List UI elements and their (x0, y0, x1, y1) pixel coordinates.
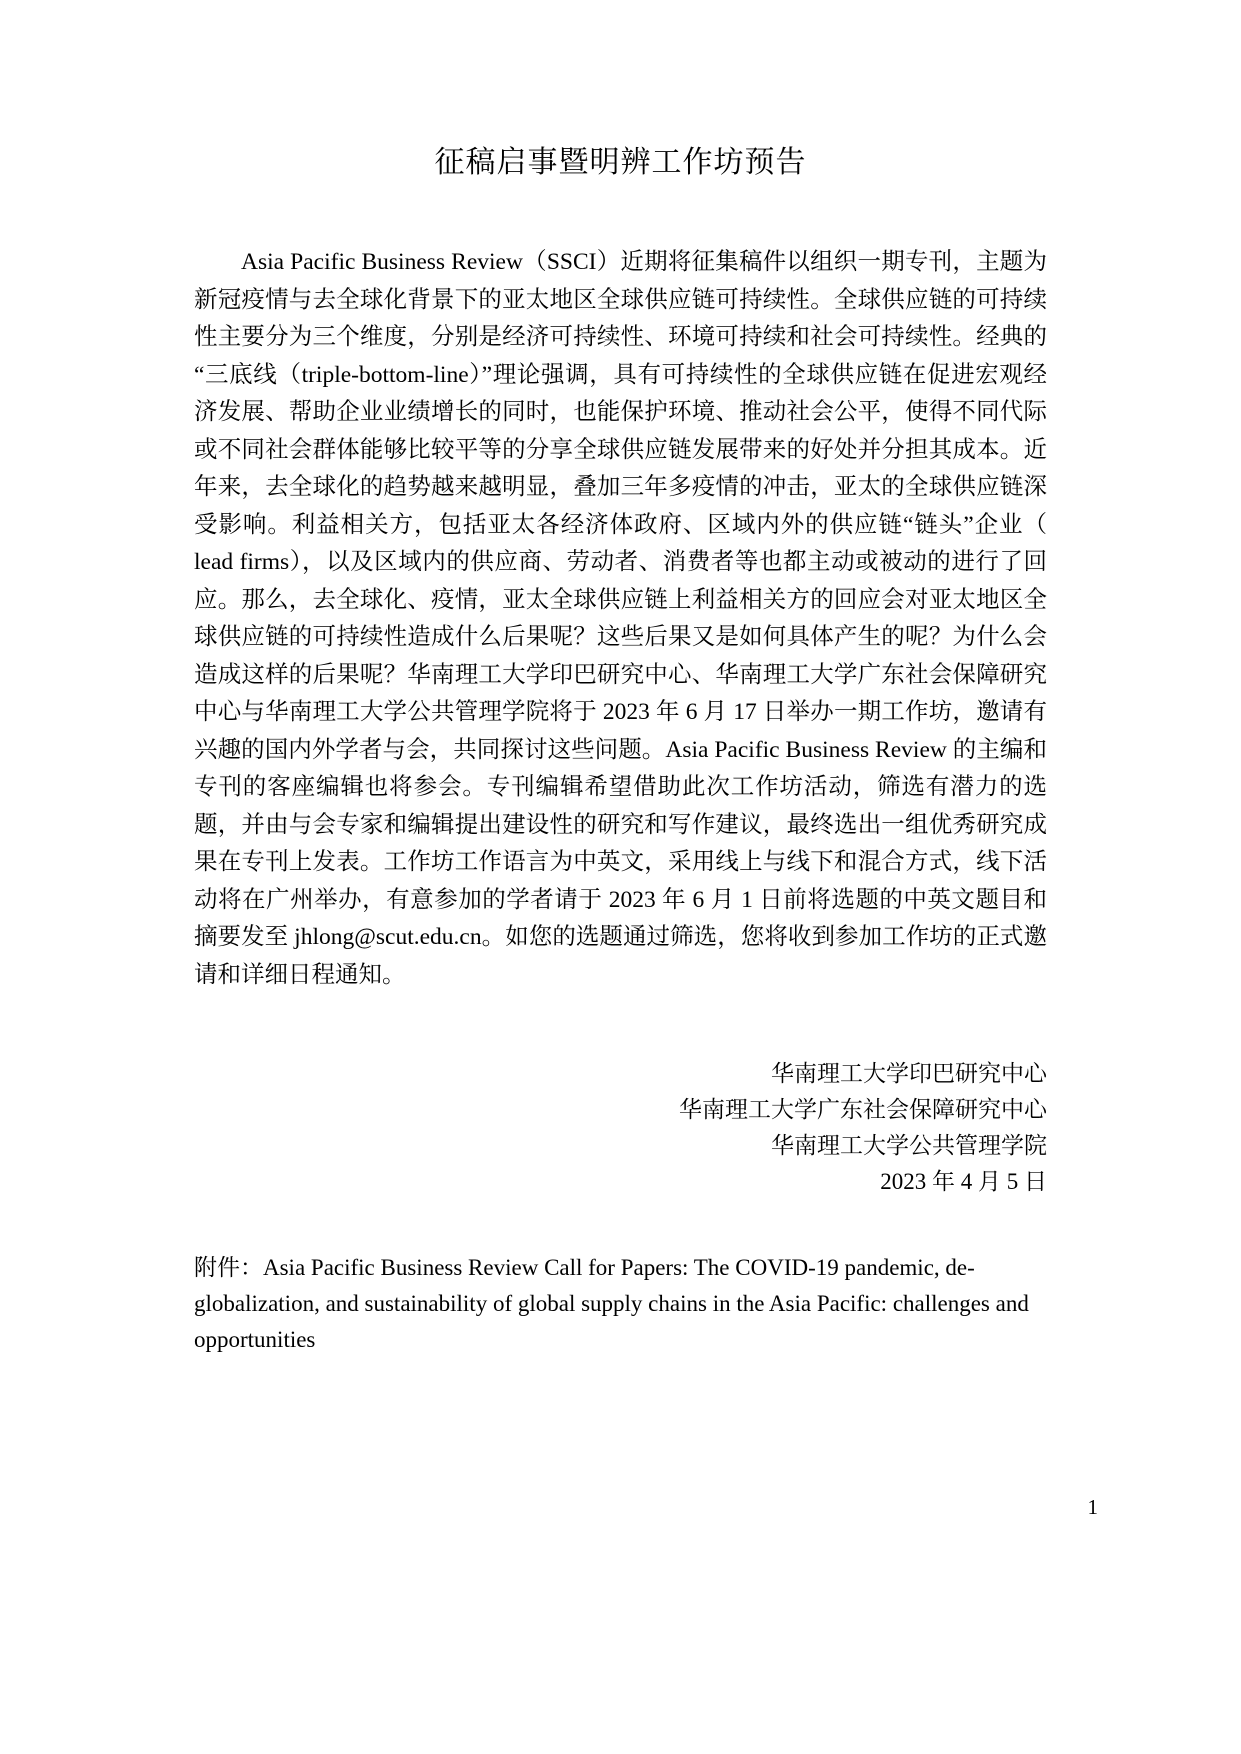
signature-line: 华南理工大学公共管理学院 (771, 1133, 1047, 1158)
body-paragraph: Asia Pacific Business Review（SSCI）近期将征集稿件以组织一期专刊，主题为新冠疫情与去全球化背景下的亚太地区全球供应链可持续性。全球供应链的可持续性主要分为三个维度，分别是经济可持续性、环境可持续和社会可持续性。经典的“三底线（triple-bottom-line）”理论强调，具有可持续性的全球供应链在促进宏观经济发展、帮助企业业绩增长的同时，也能保护环境、推动社会公平，使得不同代际或不同社会群体能够比较平等的分享全球供应链发展带来的好处并分担其成本。近年来，去全球化的趋势越来越明显，叠加三年多疫情的冲击，亚太的全球供应链深受影响。利益相关方，包括亚太各经济体政府、区域内外的供应链“链头”企业（ lead firms），以及区域内的供应商、劳动者、消费者等也都主动或被动的进行了回应。那么，去全球化、疫情，亚太全球供应链上利益相关方的回应会对亚太地区全球供应链的可持续性造成什么后果呢？这些后果又是如何具体产生的呢？为什么会造成这样的后果呢？华南理工大学印巴研究中心、华南理工大学广东社会保障研究中心与华南理工大学公共管理学院将于 2023 年 6 月 17 日举办一期工作坊，邀请有兴趣的国内外学者与会，共同探讨这些问题。Asia Pacific Business Review 的主编和专刊的客座编辑也将参会。专刊编辑希望借助此次工作坊活动，筛选有潜力的选题，并由与会专家和编辑提出建设性的研究和写作建议，最终选出一组优秀研究成果在专刊上发表。工作坊工作语言为中英文，采用线上与线下和混合方式，线下活动将在广州举办，有意参加的学者请于 2023 年 6 月 1 日前将选题的中英文题目和摘要发至 jhlong@scut.edu.cn。如您的选题通过筛选，您将收到参加工作坊的正式邀请和详细日程通知。 (194, 249, 1047, 988)
document-body (194, 244, 1047, 994)
page-number: 1 (1087, 1495, 1098, 1519)
signature-line: 华南理工大学广东社会保障研究中心 (679, 1097, 1047, 1122)
signature-line: 华南理工大学印巴研究中心 (771, 1061, 1047, 1086)
signature-block (194, 1056, 1047, 1200)
page-title: 征稿启事暨明辨工作坊预告 (434, 146, 807, 179)
signature-date: 2023 年 4 月 5 日 (880, 1169, 1047, 1194)
attachment-note: 附件：Asia Pacific Business Review Call for Papers: The COVID-19 pandemic, de-globalization, and sustainability of global supply chains in the Asia Pacific: challenges and opportunities (194, 1255, 1029, 1352)
